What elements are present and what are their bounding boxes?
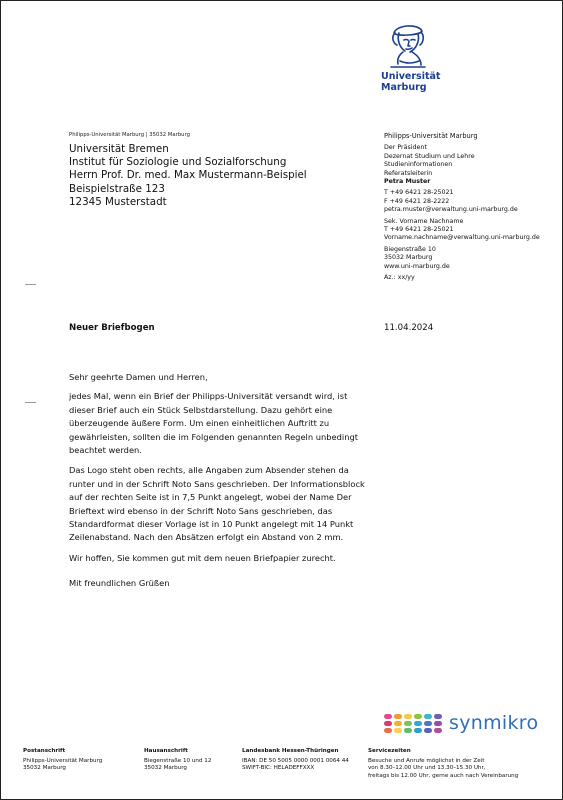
footer-heading: Servicezeiten bbox=[368, 748, 411, 754]
info-contact-name: Petra Muster bbox=[384, 178, 431, 186]
letter-date: 11.04.2024 bbox=[384, 323, 434, 333]
sender-return-line: Philipps-Universität Marburg | 35032 Marburg bbox=[69, 132, 190, 138]
synmikro-dot bbox=[424, 714, 432, 719]
synmikro-dot bbox=[404, 714, 412, 719]
info-fax: F +49 6421 28-2222 bbox=[384, 197, 450, 205]
synmikro-dot bbox=[424, 721, 432, 726]
synmikro-dot bbox=[384, 721, 392, 726]
sender-info-block bbox=[384, 132, 559, 283]
body-paragraph: Wir hoffen, Sie kommen gut mit dem neuen Briefpapier zurecht. bbox=[69, 552, 336, 563]
synmikro-dot bbox=[404, 728, 412, 733]
synmikro-dot bbox=[384, 728, 392, 733]
footer-line: SWIFT-BIC: HELADEFFXXX bbox=[242, 765, 315, 772]
university-name-line2: Marburg bbox=[381, 82, 427, 93]
info-dept-line: Dezernat Studium und Lehre bbox=[384, 152, 475, 160]
closing: Mit freundlichen Grüßen bbox=[69, 578, 170, 589]
synmikro-dot bbox=[414, 728, 422, 733]
footer-heading: Landesbank Hessen-Thüringen bbox=[242, 748, 339, 754]
university-name-line1: Universität bbox=[381, 71, 441, 82]
footer-line: Biegenstraße 10 und 12 bbox=[144, 758, 212, 765]
fold-mark bbox=[25, 284, 36, 285]
footer-line: 35032 Marburg bbox=[23, 765, 66, 772]
info-website[interactable]: www.uni-marburg.de bbox=[384, 262, 450, 270]
university-logo bbox=[381, 21, 451, 93]
synmikro-dot bbox=[424, 728, 432, 733]
synmikro-dot bbox=[434, 714, 442, 719]
recipient-line: 12345 Musterstadt bbox=[69, 195, 167, 208]
footer-line: Philipps-Universität Marburg bbox=[23, 758, 103, 765]
footer-service-hours bbox=[368, 748, 538, 780]
salutation: Sehr geehrte Damen und Herren, bbox=[69, 372, 208, 382]
info-secretary-email[interactable]: Vorname.nachname@verwaltung.uni-marburg.de bbox=[384, 234, 540, 242]
university-name bbox=[381, 71, 451, 93]
info-phone: T +49 6421 28-25021 bbox=[384, 189, 454, 197]
synmikro-dot bbox=[434, 728, 442, 733]
footer-bank-details bbox=[242, 748, 349, 773]
letter-body bbox=[69, 371, 369, 598]
body-paragraph: Das Logo steht oben rechts, alle Angaben zum Absender stehen da runter und in der Schrift Noto Sans geschrieben. Der Informationsblock auf der rechten Seite ist in 7,5 Punkt angelegt, wobei der Name Der Brieftext wird ebenso in der Schrift Noto Sans geschrieben, das Standardformat dieser Vorlage ist in 10 Punkt angelegt mit 14 Punkt Zeilenabstand. Nach den Absätzen erfolgt ein Abstand von 2 mm. bbox=[69, 465, 365, 543]
info-city: 35032 Marburg bbox=[384, 254, 433, 262]
body-paragraph: jedes Mal, wenn ein Brief der Philipps-Universität versandt wird, ist dieser Brief auch ein Stück Selbstdarstellung. Dazu gehört eine überzeugende äußere Form. Um einen einheitlichen Auftritt zu gewährleisten, sollten die im Folgenden genannten Regeln unbedingt beachtet werden. bbox=[69, 391, 358, 456]
fold-mark bbox=[25, 402, 36, 403]
recipient-line: Institut für Soziologie und Sozialforschung bbox=[69, 156, 287, 169]
footer-line: 35032 Marburg bbox=[144, 765, 187, 772]
info-dept-line: Studieninformationen bbox=[384, 161, 453, 169]
footer-line: von 8.30–12.00 Uhr und 13.30–15.30 Uhr, bbox=[368, 765, 486, 772]
synmikro-dot bbox=[384, 714, 392, 719]
synmikro-dot bbox=[414, 721, 422, 726]
recipient-line: Herrn Prof. Dr. med. Max Mustermann-Beispiel bbox=[69, 169, 307, 182]
university-portrait-icon bbox=[385, 21, 431, 69]
recipient-line: Beispielstraße 123 bbox=[69, 182, 165, 195]
synmikro-dot bbox=[414, 714, 422, 719]
synmikro-label: synmikro bbox=[449, 712, 539, 734]
info-dept-line: Der Präsident bbox=[384, 144, 427, 152]
footer-heading: Postanschrift bbox=[23, 748, 66, 754]
synmikro-dot bbox=[394, 721, 402, 726]
synmikro-dot-grid bbox=[384, 714, 443, 733]
footer-line: freitags bis 12.00 Uhr, gerne auch nach Vereinbarung bbox=[368, 772, 519, 779]
synmikro-dot bbox=[404, 721, 412, 726]
synmikro-dot bbox=[394, 714, 402, 719]
info-secretary-phone: T +49 6421 28-25021 bbox=[384, 226, 454, 234]
footer-line: Besuche und Anrufe möglichst in der Zeit bbox=[368, 758, 485, 765]
info-dept-line: Referatsleiterin bbox=[384, 169, 433, 177]
synmikro-dot bbox=[434, 721, 442, 726]
footer-street-address bbox=[144, 748, 211, 773]
footer-postal-address bbox=[23, 748, 102, 773]
info-organization: Philipps-Universität Marburg bbox=[384, 132, 478, 140]
info-street: Biegenstraße 10 bbox=[384, 245, 436, 253]
footer-heading: Hausanschrift bbox=[144, 748, 188, 754]
info-secretary-name: Sek. Vorname Nachname bbox=[384, 217, 464, 225]
synmikro-logo bbox=[384, 712, 538, 734]
letter-subject: Neuer Briefbogen bbox=[69, 323, 155, 333]
info-email[interactable]: petra.muster@verwaltung.uni-marburg.de bbox=[384, 206, 518, 214]
recipient-address bbox=[69, 143, 307, 209]
recipient-line: Universität Bremen bbox=[69, 143, 169, 155]
footer-line: IBAN: DE 50 5005 0000 0001 0064 44 bbox=[242, 758, 349, 765]
info-reference: Az.: xx/yy bbox=[384, 274, 415, 282]
synmikro-dot bbox=[394, 728, 402, 733]
